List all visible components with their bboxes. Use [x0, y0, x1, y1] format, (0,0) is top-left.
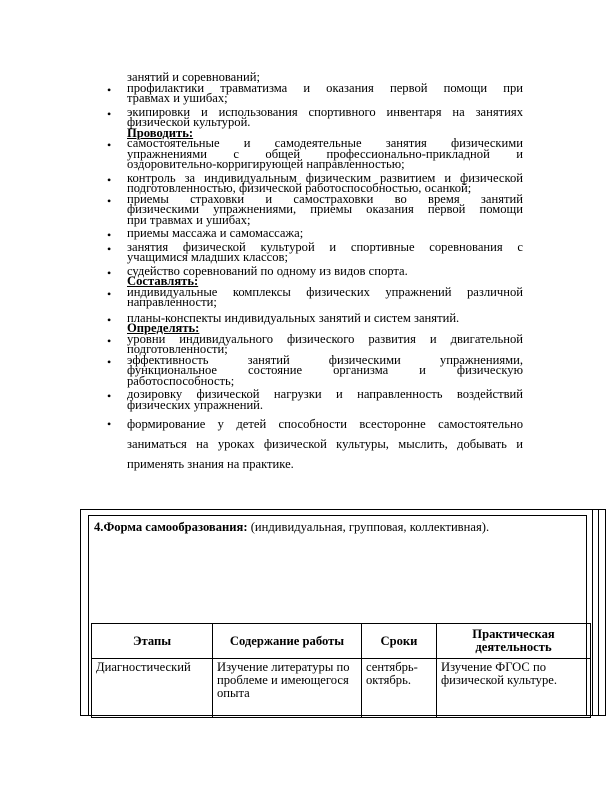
- column-header-practice: Практическая деятельность: [437, 624, 591, 659]
- bullet-item: • самостоятельные и самодеятельные занятия физическими упражнениями с общей профессионально-прикладной и оздоровительно-корригирующей направленностью;: [107, 138, 523, 170]
- column-header-stages: Этапы: [92, 624, 213, 659]
- section-4-title: [94, 520, 489, 535]
- section-4-frame: [80, 509, 606, 716]
- bullet-item: • контроль за индивидуальным физическим развитием и физической подготовленностью, физической работоспособностью, осанкой;: [107, 173, 523, 194]
- heading-define: Определять:: [127, 321, 200, 335]
- section-4-title-rest: (индивидуальная, групповая, коллективная).: [247, 520, 490, 534]
- bullet-item: • планы-конспекты индивидуальных занятий и систем занятий.: [107, 313, 523, 324]
- bullet-item: • занятия физической культурой и спортивные соревнования с учащимися младших классов;: [107, 242, 523, 263]
- intro-tail: занятий и соревнований;: [127, 70, 260, 84]
- frame-divider: [598, 510, 599, 715]
- bullet-item: • судейство соревнований по одному из видов спорта.: [107, 266, 523, 277]
- heading-conduct: Проводить:: [127, 125, 194, 140]
- table-header-row: [92, 624, 591, 659]
- bullet-item: • профилактики травматизма и оказания первой помощи при травмах и ушибах;: [107, 83, 523, 104]
- bullet-item: • приемы массажа и самомассажа;: [107, 228, 523, 239]
- bullet-item: • формирование у детей способности всесторонне самостоятельно заниматься на уроках физической культуры, мыслить, добывать и применять знания на практике.: [107, 414, 523, 474]
- cell-stage: Диагностический: [92, 659, 213, 718]
- heading-compose: Составлять:: [127, 274, 199, 288]
- bullet-item: • дозировку физической нагрузки и направленность воздействий физических упражнений.: [107, 389, 523, 410]
- bullet-item: • приемы страховки и самостраховки во время занятий физическими упражнениями, приемы оказания первой помощи при травмах и ушибах;: [107, 194, 523, 226]
- cell-practice: Изучение ФГОС по физической культуре.: [437, 659, 591, 718]
- bullet-item: • индивидуальные комплексы физических упражнений различной направленности;: [107, 287, 523, 308]
- table-row: [92, 659, 591, 718]
- frame-divider: [592, 510, 593, 715]
- section-4-title-bold: 4.Форма самообразования:: [94, 520, 248, 534]
- cell-dates: сентябрь-октябрь.: [362, 659, 437, 718]
- stages-table: [91, 623, 591, 718]
- column-header-dates: Сроки: [362, 624, 437, 659]
- bullet-item: • уровни индивидуального физического развития и двигательной подготовленности;: [107, 334, 523, 355]
- competency-list: [107, 72, 523, 474]
- bullet-item: • экипировки и использования спортивного инвентаря на занятиях физической культурой.: [107, 107, 523, 128]
- cell-content: Изучение литературы по проблеме и имеющегося опыта: [213, 659, 362, 718]
- bullet-item: • эффективность занятий физическими упражнениями, функциональное состояние организма и физическую работоспособность;: [107, 355, 523, 387]
- column-header-content: Содержание работы: [213, 624, 362, 659]
